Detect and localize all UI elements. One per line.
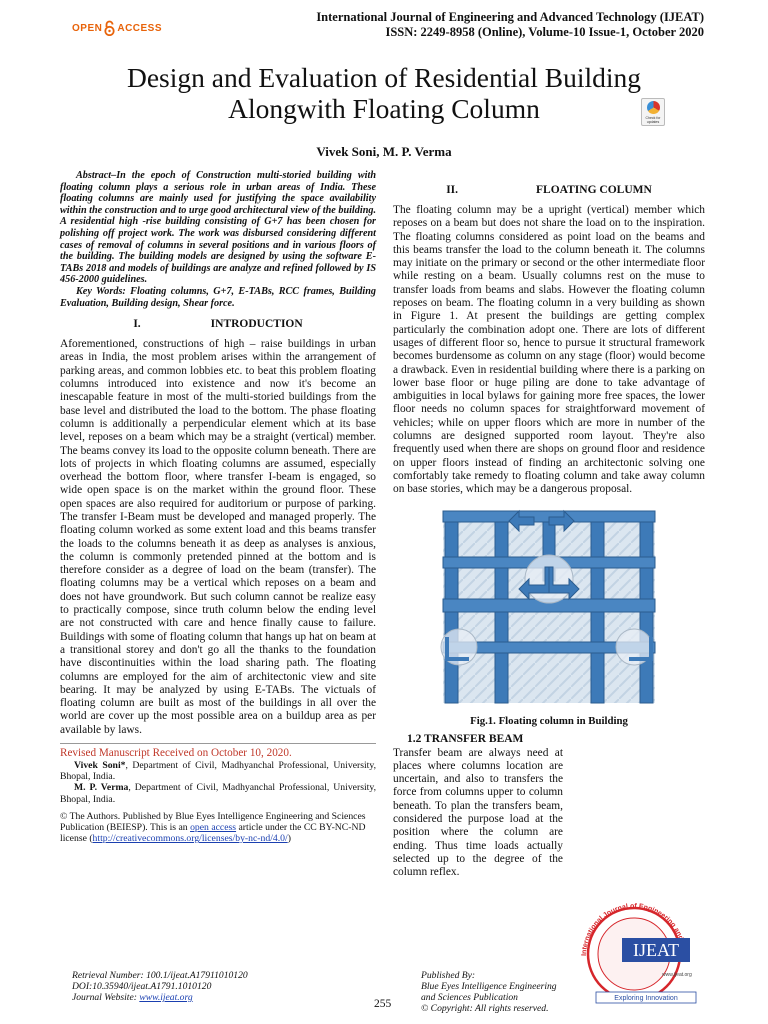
publisher-line-2: and Sciences Publication [421, 992, 518, 1003]
open-lock-icon [104, 20, 115, 36]
title-line-2: Alongwith Floating Column [228, 93, 540, 124]
crossmark-icon [647, 101, 660, 114]
page-number: 255 [374, 998, 392, 1010]
section-number: II. [446, 184, 459, 196]
check-for-updates-badge[interactable] [641, 98, 665, 126]
retrieval-number: Retrieval Number: 100.1/ijeat.A17911010120 [72, 970, 248, 981]
journal-header [316, 10, 704, 40]
affiliation-2-name: M. P. Verma [74, 782, 129, 794]
section-heading-introduction [60, 318, 376, 330]
license-link[interactable]: http://creativecommons.org/licenses/by-nc-nd/4.0/ [92, 833, 288, 845]
affiliation-1-text: , Department of Civil, Madhyanchal Professional, University, Bhopal, India. [60, 760, 377, 783]
check-badge-text: Check for updates [645, 116, 661, 124]
title-line-1: Design and Evaluation of Residential Building [126, 62, 641, 93]
open-access-logo [72, 20, 162, 36]
figure-caption: Fig.1. Floating column in Building [470, 714, 628, 727]
copyright-text-3: ) [287, 833, 291, 845]
open-access-right: ACCESS [117, 22, 163, 34]
footer-right [421, 970, 557, 1014]
ijeat-logo [566, 896, 706, 1006]
revised-date: Revised Manuscript Received on October 10, 2020. [60, 747, 292, 760]
figure-floating-column [439, 507, 659, 707]
footer-left [72, 970, 248, 1003]
floating-column-text: The floating column may be a upright (vertical) member which reposes on a beam but does not share the load on to the inspiration. The floating columns considered as point load on the beams and this beams transfer the load to the column beneath it. The columns may initiate on the primary or second or the other intermediate floor while resting on a beam. Usually columns rest on the muse to transfer loads from beams and slabs. However the floating column reposes on beam. The floating column in a very building as shown in Figure 1. At present the buildings are getting complex particularly the combination adopt one. There are lots of different usages of different floor so, hence to pursue it structural framework becomes burdensome as column on any stage (floor) would become a drawback. Even in residential building where there is a parking on lower base floor or huge piling are done to take advantage of ambiguities in local bylaws for gaining more free spaces, the lower floor needs no column spaces for straightforward movement of vehicles; while on upper floors which are more in number of the columns are designed supported room layout. They're also frequently used when there are shops on ground floor and residence on upper floors instead of finding an architectonic solving one comfortably take remedy to floating column and take away column on base stories, which may be a dangerous proposal. [393, 204, 705, 496]
section-number: I. [133, 318, 141, 331]
ijeat-ring-text: International Journal of Engineering an [580, 902, 683, 957]
journal-website [72, 992, 248, 1003]
copyright-text-2: article under the CC BY-NC-ND license ( [60, 822, 366, 845]
doi: DOI:10.35940/ijeat.A1791.1010120 [72, 981, 212, 992]
ijeat-logo-text: IJEAT [633, 940, 679, 960]
publisher-line-1: Blue Eyes Intelligence Engineering [421, 981, 557, 992]
right-column [393, 184, 705, 880]
authors: Vivek Soni, M. P. Verma [316, 144, 452, 159]
left-column [60, 170, 376, 844]
open-access-left: OPEN [72, 22, 103, 34]
affiliation-2 [60, 782, 376, 804]
footer-copyright: © Copyright: All rights reserved. [421, 1003, 549, 1014]
affiliation-1-name: Vivek Soni* [74, 760, 126, 772]
paper-title [60, 62, 708, 124]
ijeat-seal-icon [566, 896, 706, 1006]
section-title: INTRODUCTION [210, 318, 303, 331]
introduction-text: Aforementioned, constructions of high – raise buildings in urban areas in India, the most problem arises within the arrangement of parking areas, and common lobbies etc. to beat this problem floating columns introduced into existence and now it's become an inescapable feature in most of the multi-storied buildings from the base level and distributed the load to the bottom. The phase floating column is additionally a perpendicular element which at its base level, reposes on a beam which may be a straight (vertical) member. The beams convey its load to the opposite column beneath. There are lots of projects in which floating columns are assumed, especially overhead the bottom floor, where transfer I-beam is engaged, so wide open space is on the market within the ground floor. These open spaces are also required for auditorium or purpose of parking. The transfer I-Beam must be developed and managed properly. The floating column worked as some extent load and this beams transfer the loads to the columns beneath it as deep as analyses is anxious, the column is commonly pretended pinned at the bottom and is therefore consider as a degree of load on the beam (transfer). The floating columns may be a vertical which reposes on a beam and does not have groundwork. But such column cannot be realize easy to practically compose, since truth column below the ending level are not constructed with care and hence finally cause to failure. Buildings with some of floating column that hangs up hat on beam at a transitional storey and don't go all the thanks to the foundation have discontinuities within the load sharing path. The floating columns are employed for the aim of architectonic view and site bearing. It may be analyzed by using E-TABs. The victuals of floating column are built as most of the buildings in all over the world are cover up the most possible area on a buildup area as per available by laws. [60, 338, 376, 736]
building-frame-illustration [439, 507, 659, 707]
ijeat-url: www.ijeat.org [662, 972, 692, 978]
website-link[interactable]: www.ijeat.org [139, 992, 193, 1003]
affiliation-1 [60, 760, 376, 782]
manuscript-info [60, 743, 376, 844]
abstract: Abstract–In the epoch of Construction multi-storied building with floating column plays a serious role in urban areas of India. These floating columns are mainly used for justifying the space availability within the construction and to urge good architectural view of the building. A residential high -rise building consisting of G+7 has been chosen for polishing off project work. The work was disbursed considering different cases of removal of columns in several positions and in various floors of the building. The building models are designed by using the software E-TABs 2018 and models of buildings are analyze and refined followed by IS 456-2000 guidelines. [60, 170, 376, 286]
keywords: Key Words: Floating columns, G+7, E-TABs, RCC frames, Building Evaluation, Building design, Shear force. [60, 285, 376, 309]
subsection-heading-transfer-beam: 1.2 TRANSFER BEAM [407, 732, 524, 745]
section-title: FLOATING COLUMN [536, 184, 652, 196]
transfer-beam-text: Transfer beam are always need at places where columns location are uncertain, and also to transfers the force from columns upper to column beneath. To plan the transfers beam, considered the purpose load at the position where the column are ending. Thus time loads actually selected up to the degree of the column reflex. [393, 746, 563, 879]
journal-name: International Journal of Engineering and Advanced Technology (IJEAT) [316, 10, 704, 24]
affiliation-2-text: , Department of Civil, Madhyanchal Professional, University, Bhopal, India. [60, 782, 376, 805]
published-by: Published By: [421, 970, 476, 981]
website-label: Journal Website: [72, 992, 140, 1003]
section-heading-floating-column [393, 184, 705, 196]
journal-issn: ISSN: 2249-8958 (Online), Volume-10 Issue-1, October 2020 [385, 25, 704, 39]
ijeat-tagline: Exploring Innovation [614, 995, 678, 1002]
copyright-notice [60, 811, 376, 845]
open-access-link[interactable]: open access [190, 822, 237, 834]
copyright-text-1: © The Authors. Published by Blue Eyes Intelligence Engineering and Sciences Publication (BEIESP). This is an [60, 810, 366, 834]
